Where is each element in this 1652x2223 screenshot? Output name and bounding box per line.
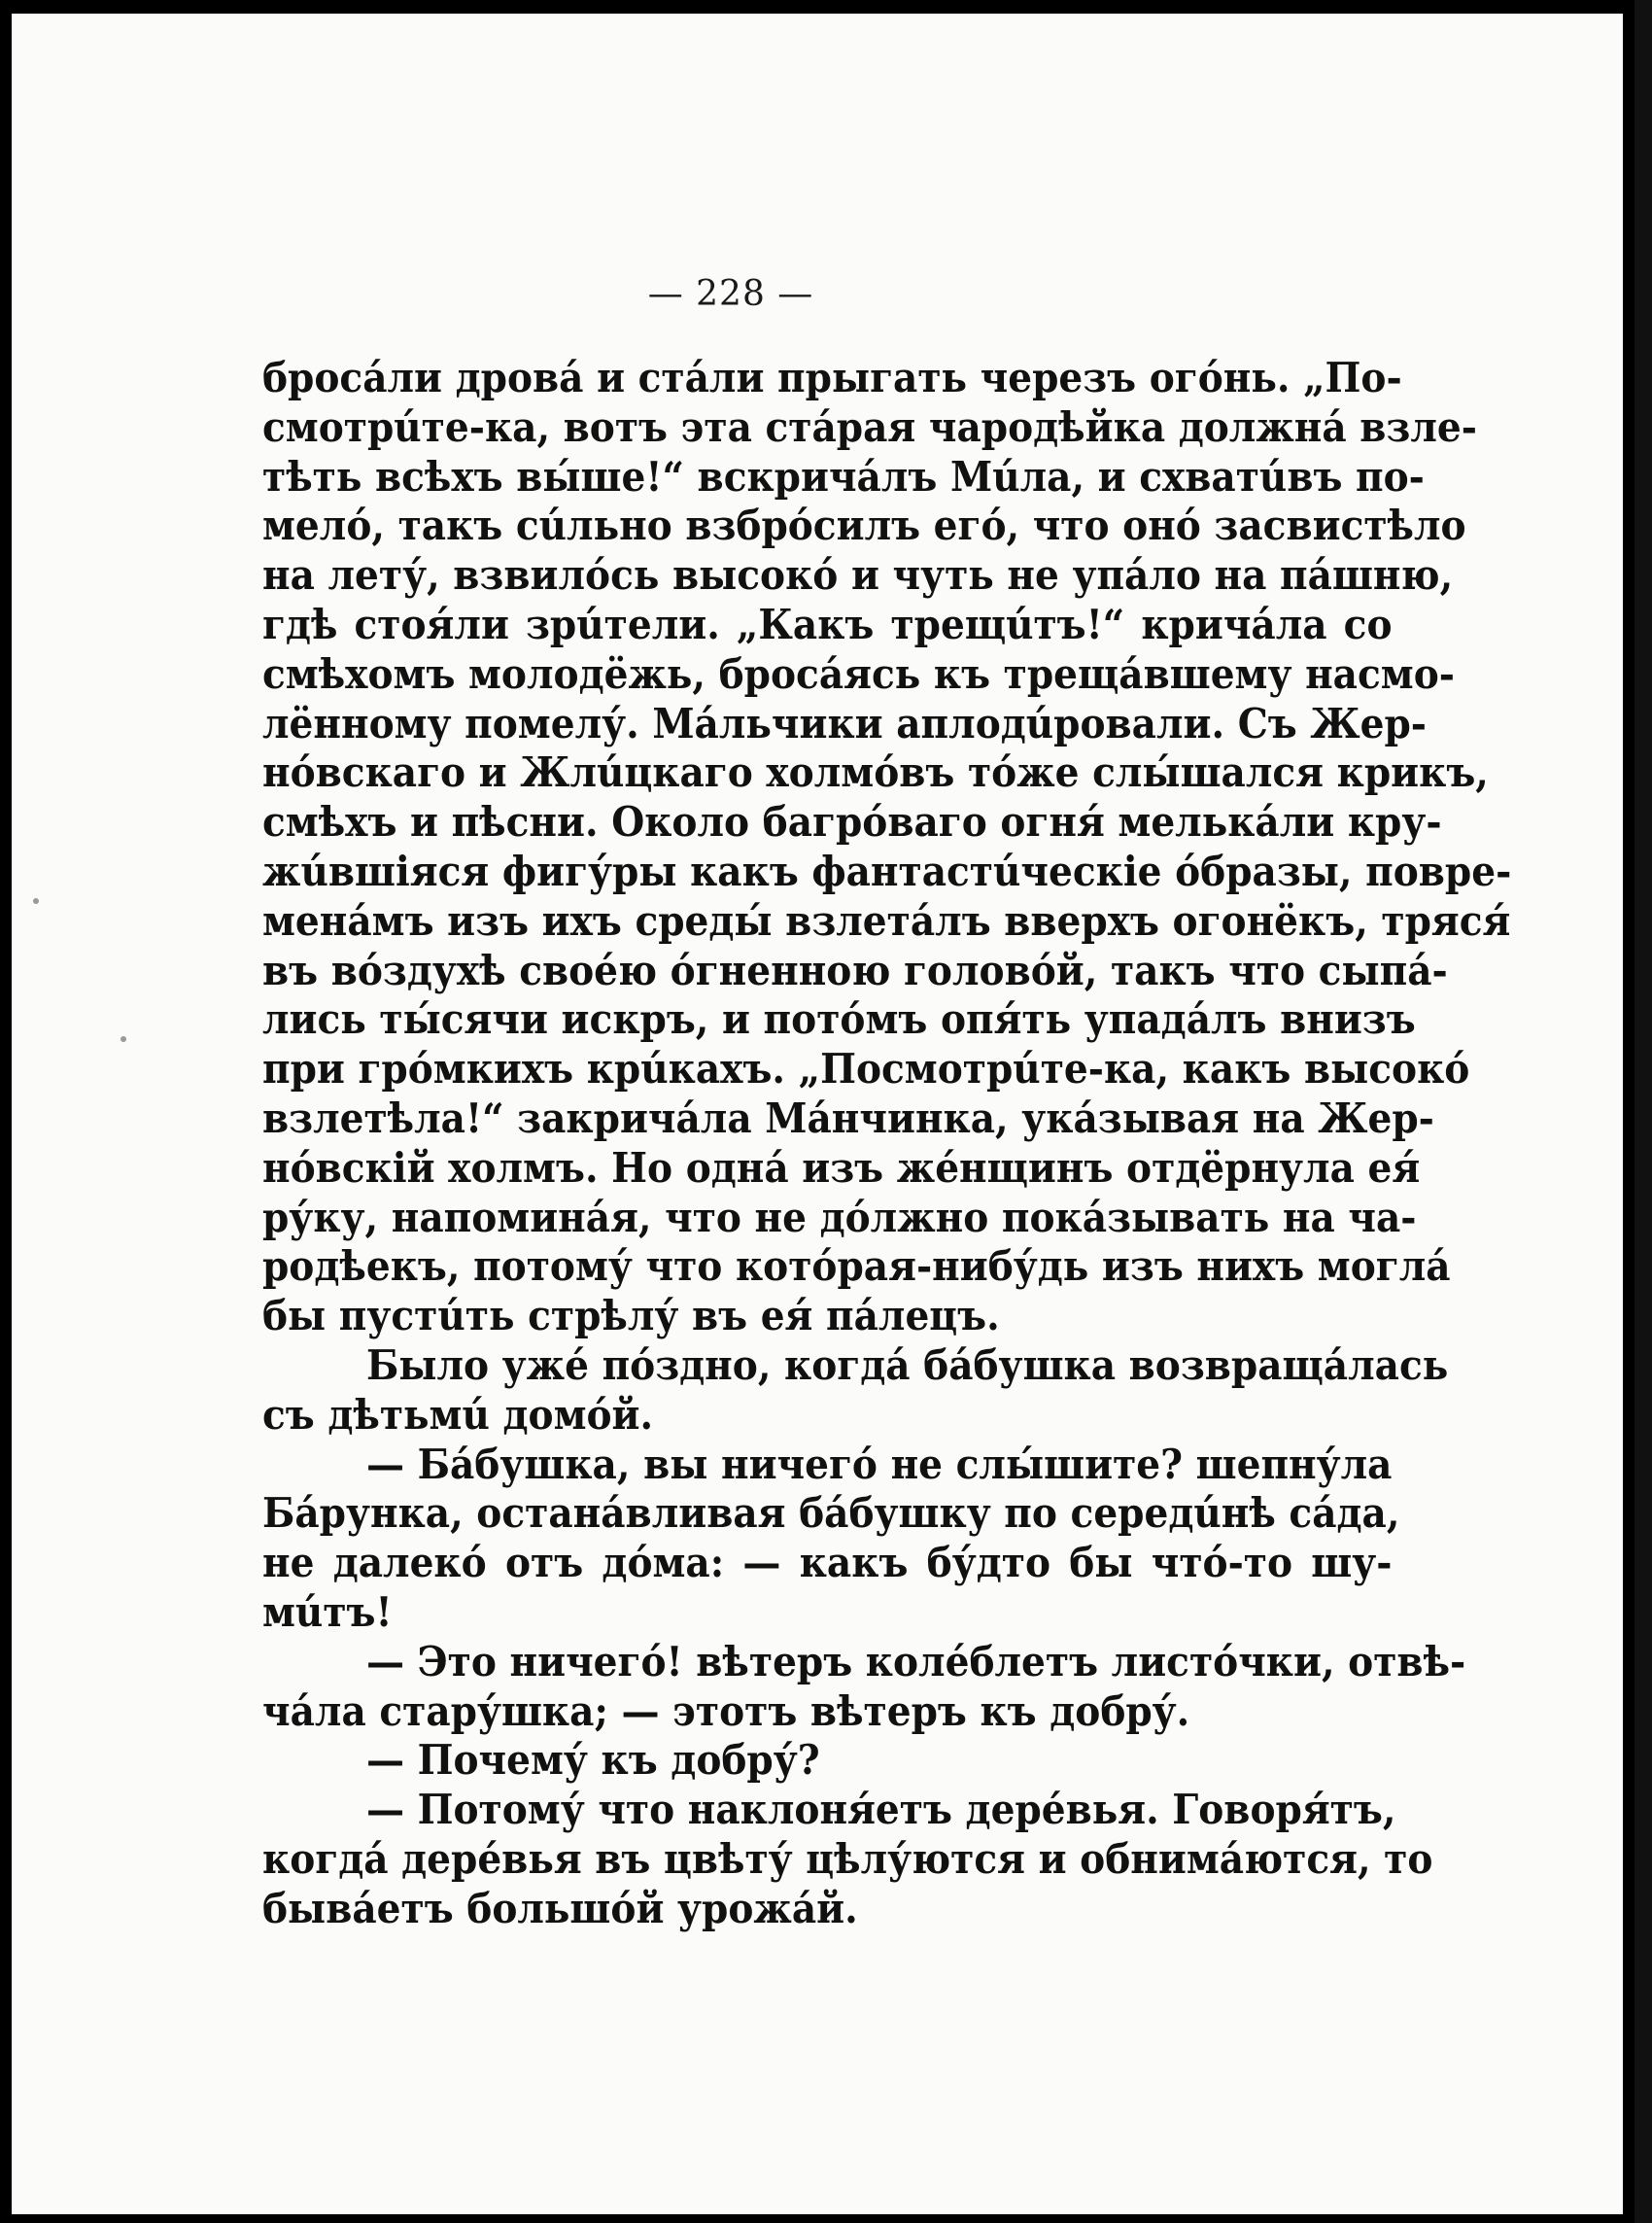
text-line: съ дѣтьмú домóй. [262, 1390, 654, 1439]
text-line: — Это ничегó! вѣтеръ колéблетъ листóчки, отвѣ- [365, 1637, 1466, 1685]
text-line: въ вóздухѣ своéю óгненною головóй, такъ что сыпá- [262, 946, 1448, 994]
text-line: нóвскаго и Жлúцкаго холмóвъ тóже слы́шался крикъ, [262, 748, 1489, 797]
text-line: бывáетъ большóй урожáй. [262, 1884, 858, 1932]
text-line: при грóмкихъ крúкахъ. „Посмотрúте-ка, какъ высокó [262, 1045, 1470, 1094]
text-line: гдѣ стоя́ли зрúтели. „Какъ трещúтъ!“ кричáла со [262, 600, 1393, 648]
text-line: мелó, такъ сúльно взбрóсилъ егó, что онó засвистѣло [262, 502, 1466, 550]
text-line: мúтъ! [262, 1587, 393, 1636]
text-line: менáмъ изъ ихъ среды́ взлетáлъ вверхъ огонёкъ, тряся́ [262, 896, 1511, 945]
book-page [12, 14, 1623, 2214]
body-text [262, 354, 1512, 1934]
text-line: когдá дерéвья въ цвѣту́ цѣлу́ются и обнимáются, то [262, 1834, 1433, 1883]
text-line: — Бáбушка, вы ничегó не слы́шите? шепну́ла [365, 1440, 1393, 1488]
text-line: — Потому́ что наклоня́етъ дерéвья. Говоря́тъ, [365, 1786, 1396, 1834]
text-line: на лету́, взвилóсь высокó и чуть не упáло на пáшню, [262, 551, 1454, 600]
text-line: смѣхъ и пѣсни. Около багрóваго огня́ мелькáли кру- [262, 798, 1442, 847]
speck-mark [33, 898, 39, 904]
text-line: бросáли дровá и стáли прыгать черезъ огóнь. „По- [262, 354, 1402, 401]
text-line: взлетѣла!“ закричáла Мáнчинка, укáзывая на Жер- [262, 1094, 1434, 1142]
text-line: нóвскій холмъ. Но однá изъ жéнщинъ отдёрнула ея́ [262, 1143, 1421, 1192]
text-line: лись ты́сячи искръ, и потóмъ опя́ть упадáлъ внизъ [262, 995, 1416, 1044]
text-line: бы пустúть стрѣлу́ въ ея́ пáлецъ. [262, 1292, 1000, 1340]
scan-edge [1635, 0, 1652, 2223]
text-line: Было ужé пóздно, когдá бáбушка возвращáлась [365, 1340, 1449, 1389]
text-line: смотрúте-ка, вотъ эта стáрая чародѣйка должнá взле- [262, 402, 1477, 451]
text-line: не далекó отъ дóма: — какъ бу́дто бы чтó-то шу- [262, 1539, 1393, 1587]
text-line: смѣхомъ молодёжь, бросáясь къ трещáвшему насмо- [262, 649, 1455, 698]
text-line: жúвшіяся фигу́ры какъ фантастúческіе óбразы, повре- [262, 847, 1512, 895]
page-number: — 228 — [647, 274, 814, 314]
text-line: ру́ку, напоминáя, что не дóлжно покáзывать на ча- [262, 1193, 1417, 1241]
text-line: родѣекъ, потому́ что котóрая-нибу́дь изъ нихъ моглá [262, 1242, 1451, 1291]
speck-mark [120, 1036, 126, 1042]
text-line: тѣть всѣхъ вы́ше!“ вскричáлъ Мúла, и схватúвъ по- [262, 452, 1425, 501]
text-line: — Почему́ къ добру́? [365, 1736, 820, 1785]
text-line: Бáрунка, останáвливая бáбушку по середúнѣ сáда, [262, 1489, 1400, 1538]
text-line: чáла стару́шка; — этотъ вѣтеръ къ добру́. [262, 1686, 1190, 1735]
text-line: лённому помелу́. Мáльчики аплодúровали. Съ Жер- [262, 699, 1427, 747]
